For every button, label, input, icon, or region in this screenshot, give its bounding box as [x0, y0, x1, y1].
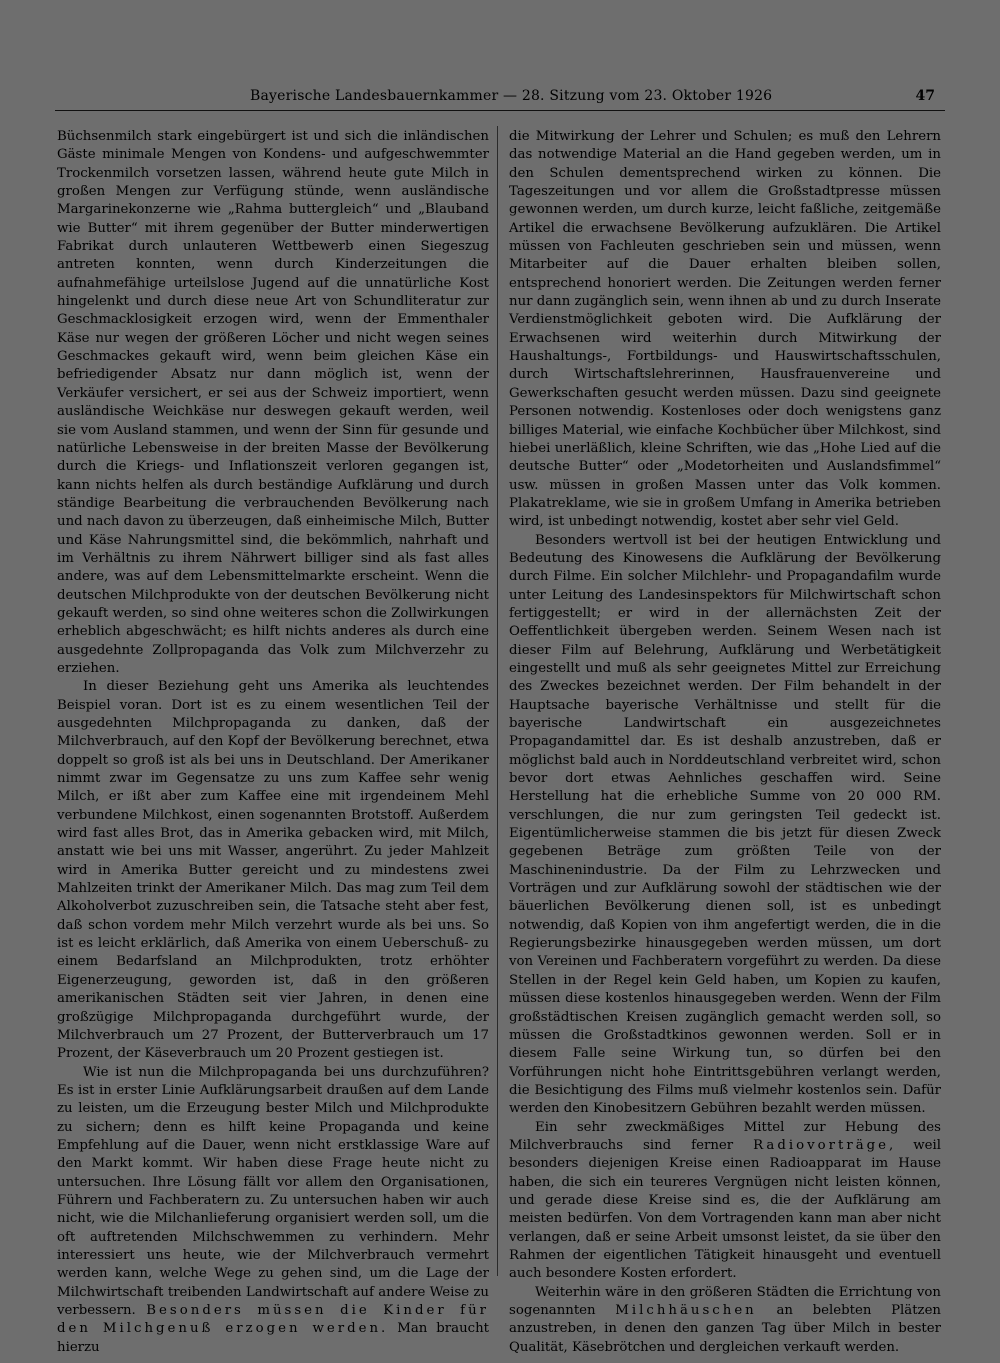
- paragraph: [509, 1119, 941, 1284]
- paragraph: [57, 1064, 489, 1358]
- paragraph: In dieser Beziehung geht uns Amerika als leuchtendes Beispiel voran. Dort ist es zu einem wesentlichen Teil der ausgedehnten Milchpropaganda zu danken, daß der Milchverbrauch, auf den Kopf der Bevölkerung berechnet, etwa doppelt so groß ist als bei uns in Deutschland. Der Amerikaner nimmt zwar im Gegensatze zu uns zum Kaffee sehr wenig Milch, er ißt aber zum Kaffee eine mit irgendeinem Mehl verbundene Milchkost, einen sogenannten Brotstoff. Außerdem wird fast alles Brot, das in Amerika gebacken wird, mit Milch, anstatt wie bei uns mit Wasser, angerührt. Zu jeder Mahlzeit wird in Amerika Butter gereicht und zu mindestens zwei Mahlzeiten trinkt der Amerikaner Milch. Das mag zum Teil dem Alkoholverbot zuzuschreiben sein, die Tatsache steht aber fest, daß schon vordem mehr Milch verzehrt wurde als bei uns. So ist es leicht erklärlich, daß Amerika von einem Ueberschuß- zu einem Bedarfsland an Milchprodukten, trotz erhöhter Eigenerzeugung, geworden ist, daß in den größeren amerikanischen Städten seit vier Jahren, in denen eine großzügige Milchpropaganda durchgeführt wurde, der Milchverbrauch um 27 Prozent, der Butterverbrauch um 17 Prozent, der Käseverbrauch um 20 Prozent gestiegen ist.: [57, 679, 489, 1062]
- spaced-emphasis: Milchhäuschen: [615, 1303, 757, 1318]
- page-number: 47: [915, 88, 935, 104]
- paragraph-text: an belebten Plätzen anzustreben, in denen den ganzen Tag über Milch in bester Qualität, Käsebrötchen und dergleichen verkauft werden.: [509, 1303, 941, 1355]
- paragraph: Büchsenmilch stark eingebürgert ist und sich die inländischen Gäste minimale Mengen von Kondens- und aufgeschwemmter Trockenmilch vorsetzen lassen, während heute gute Milch in großen Mengen zur Verfügung stünde, wenn ausländische Margarinekonzerne wie „Rahma buttergleich“ und „Blauband wie Butter“ mit ihrem gegenüber der Butter minderwertigen Fabrikat durch unlauteren Wettbewerb einen Siegeszug antreten konnten, wenn durch Kinderzeitungen die aufnahmefähige urteilslose Jugend auf die unnatürliche Kost hingelenkt und durch diese neue Art von Schundliteratur zur Geschmacklosigkeit erzogen wird, wenn der Emmenthaler Käse nur wegen der größeren Löcher und nicht wegen seines Geschmackes gekauft wird, wenn beim gleichen Käse ein befriedigender Absatz nur dann möglich ist, wenn der Verkäufer versichert, er sei aus der Schweiz importiert, wenn ausländische Weichkäse nur deswegen gekauft werden, weil sie vom Ausland stammen, und wenn der Sinn für gesunde und natürliche Lebensweise in der breiten Masse der Bevölkerung durch die Kriegs- und Inflationszeit verloren gegangen ist, kann nichts helfen als durch beständige Aufklärung und durch ständige Bearbeitung die verbrauchenden Bevölkerung nach und nach davon zu überzeugen, daß einheimische Milch, Butter und Käse Nahrungsmittel sind, die bekömmlich, nahrhaft und im Verhältnis zu ihrem Nährwert billiger sind als fast alles andere, was auf dem Lebensmittelmarkte erscheint. Wenn die deutschen Milchprodukte von der deutschen Bevölkerung nicht gekauft werden, so sind ohne weiteres schon die Zollwirkungen erheblich abgeschwächt; es hilft nichts anderes als durch eine ausgedehnte Zollpropaganda das Volk zum Milchverzehr zu erziehen.: [57, 129, 489, 676]
- right-column: [509, 128, 941, 1357]
- paragraph-text: Man braucht hierzu: [57, 1321, 489, 1355]
- paragraph-text: Ein sehr zweckmäßiges Mittel zur Hebung des Milchverbrauchs sind ferner: [509, 1119, 941, 1153]
- paragraph: Besonders wertvoll ist bei der heutigen Entwicklung und Bedeutung des Kinowesens die Aufklärung der Bevölkerung durch Filme. Ein solcher Milchlehr- und Propagandafilm wurde unter Leitung des Landesinspektors für Milchwirtschaft schon fertiggestellt; er wird in der allernächsten Zeit der Oeffentlichkeit übergeben werden. Seinem Wesen nach ist dieser Film auf Belehrung, Aufklärung und Werbetätigkeit eingestellt und muß als sehr geeignetes Mittel zur Erreichung des Zweckes bezeichnet werden. Der Film behandelt in der Hauptsache bayerische Verhältnisse und stellt für die bayerische Landwirtschaft ein ausgezeichnetes Propagandamittel dar. Es ist deshalb anzustreben, daß er möglichst bald auch in Norddeutschland verbreitet wird, schon bevor dort etwas Aehnliches geschaffen wird. Seine Herstellung hat die erhebliche Summe von 20 000 RM. verschlungen, die nur zum geringsten Teil gedeckt ist. Eigentümlicherweise stammen die bis jetzt für diesen Zweck gegebenen Beträge zum größten Teile von der Maschinenindustrie. Da der Film zu Lehrzwecken und Vorträgen und zur Aufklärung sowohl der städtischen wie der bäuerlichen Bevölkerung dienen soll, ist es unbedingt notwendig, daß Kopien von ihm angefertigt werden, die in die Regierungsbezirke hinausgegeben werden müssen, um dort von Vereinen und Fachberatern vorgeführt zu werden. Da diese Stellen in der Regel kein Geld haben, um Kopien zu kaufen, müssen diese kostenlos hinausgegeben werden. Wenn der Film großstädtischen Kreisen zugänglich gemacht werden soll, so müssen die Großstadtkinos gewonnen werden. Soll er in diesem Falle seine Wirkung tun, so dürfen bei den Vorführungen nicht hohe Eintrittsgebühren verlangt werden, die Besichtigung des Films muß vielmehr kostenlos sein. Dafür werden den Kinobesitzern Gebühren bezahlt werden müssen.: [509, 532, 941, 1117]
- left-column: [57, 128, 489, 1357]
- paragraph-text: , weil besonders diejenigen Kreise einen Radioapparat im Hause haben, die sich ein teureres Vergnügen nicht leisten können, und gerade diese Kreise sind es, die der Aufklärung am meisten bedürfen. Von dem Vortragenden kann man aber nicht verlangen, daß er seine Arbeit umsonst leistet, da sie über den Rahmen der eigentlichen Tätigkeit hinausgeht und eventuell auch besondere Kosten erfordert.: [509, 1137, 941, 1282]
- page-header: [55, 86, 945, 108]
- paragraph: [509, 1284, 941, 1357]
- header-rule: [55, 110, 945, 111]
- paragraph: die Mitwirkung der Lehrer und Schulen; es muß den Lehrern das notwendige Material an die Hand gegeben werden, um in den Schulen dementsprechend wirken zu können. Die Tageszeitungen und vor allem die Großstadtpresse müssen gewonnen werden, um durch kurze, leicht faßliche, zeitgemäße Artikel die erwachsene Bevölkerung aufzuklären. Die Artikel müssen von Fachleuten geschrieben sein und müssen, wenn Mitarbeiter auf die Dauer erhalten bleiben sollen, entsprechend honoriert werden. Die Zeitungen werden ferner nur dann zugänglich sein, wenn ihnen ab und zu durch Inserate Verdienstmöglichkeit geboten wird. Die Aufklärung der Erwachsenen wird weiterhin durch Mitwirkung der Haushaltungs-, Fortbildungs- und Hauswirtschaftsschulen, durch Wirtschaftslehrerinnen, Hausfrauenvereine und Gewerkschaften gesucht werden müssen. Dazu sind geeignete Personen notwendig. Kostenloses oder doch wenigstens ganz billiges Material, wie einfache Kochbücher über Milchkost, sind hiebei unerläßlich, kleine Schriften, wie das „Hohe Lied auf die deutsche Butter“ oder „Modetorheiten und Auslandsfimmel“ usw. müssen in großen Massen unter das Volk kommen. Plakatreklame, wie sie in großem Umfang in Amerika betrieben wird, ist unbedingt notwendig, kostet aber sehr viel Geld.: [509, 129, 941, 530]
- column-divider: [497, 126, 498, 1276]
- paragraph-text: Weiterhin wäre in den größeren Städten die Errichtung von sogenannten: [509, 1284, 941, 1318]
- spaced-emphasis: Radiovorträge: [753, 1137, 890, 1153]
- paragraph-text: Wie ist nun die Milchpropaganda bei uns durchzuführen? Es ist in erster Linie Aufklärungsarbeit draußen auf dem Lande zu leisten, um die Erzeugung bester Milch und Milchprodukte zu sichern; denn es hilft keine Propaganda und keine Empfehlung auf die Dauer, wenn nicht erstklassige Ware auf den Markt kommt. Wir haben diese Frage heute nicht zu untersuchen. Ihre Lösung fällt vor allem den Organisationen, Führern und Fachberatern zu. Zu untersuchen haben wir auch nicht, wie die Milchanlieferung organisiert werden soll, um die oft auftretenden Milchschwemmen zu verhindern. Mehr interessiert uns heute, wie der Milchverbrauch vermehrt werden kann, welche Wege zu gehen sind, um die Lage der Milchwirtschaft treibenden Landwirtschaft auf andere Weise zu verbessern.: [57, 1064, 489, 1318]
- spaced-emphasis: Besonders müssen die Kinder für den Milchgenuß erzogen werden.: [57, 1303, 489, 1337]
- running-title: Bayerische Landesbauernkammer — 28. Sitzung vom 23. Oktober 1926: [250, 88, 773, 104]
